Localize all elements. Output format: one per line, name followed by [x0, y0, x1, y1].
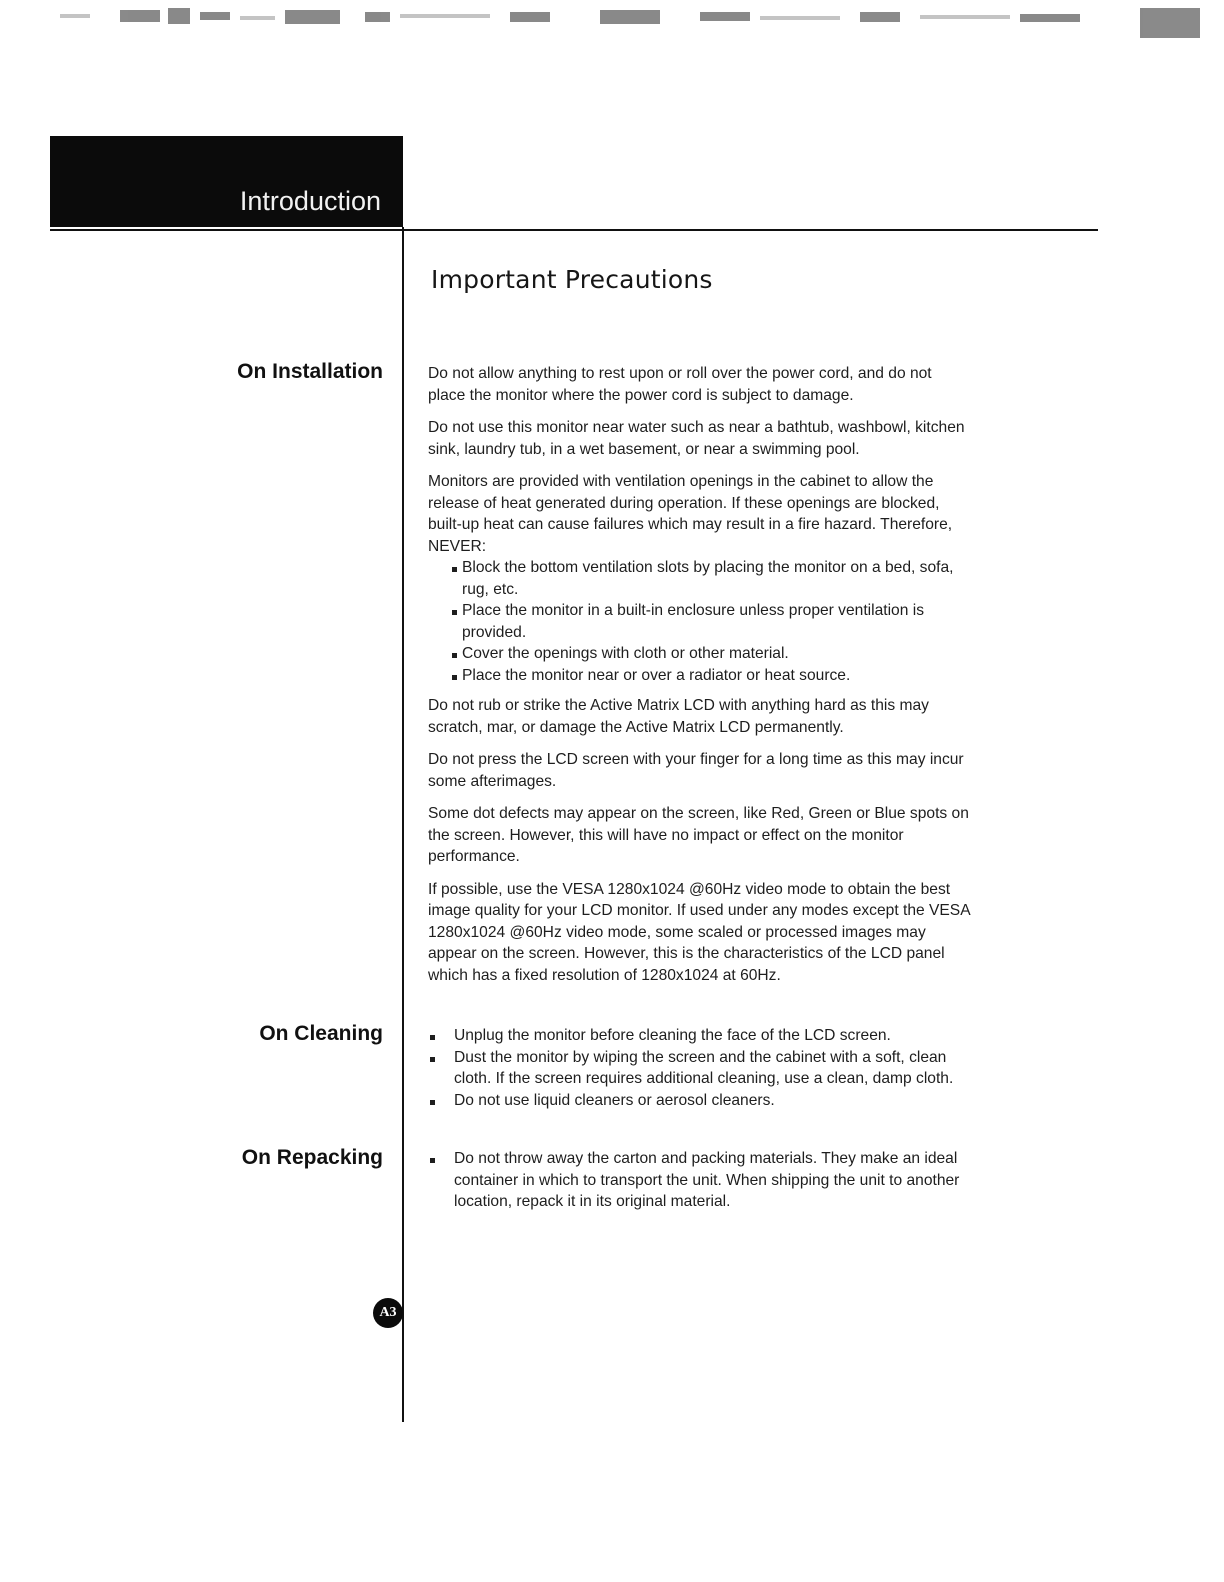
bullet-icon [452, 675, 457, 680]
list-item [428, 1025, 973, 1047]
list-item-text: Dust the monitor by wiping the screen and the cabinet with a soft, clean cloth. If the screen requires additional cleaning, use a clean, damp cloth. [454, 1048, 954, 1087]
heading-on-installation: On Installation [237, 360, 383, 383]
paragraph: Do not use this monitor near water such as near a bathtub, washbowl, kitchen sink, laundry tub, in a wet basement, or near a swimming pool. [428, 419, 965, 458]
list-item [428, 557, 973, 600]
list-item [428, 1047, 973, 1090]
list-item [428, 1148, 973, 1213]
list-item [428, 643, 973, 665]
list-item [428, 665, 973, 687]
page-title: Important Precautions [431, 265, 713, 294]
list-item [428, 600, 973, 643]
list-item-text: Do not throw away the carton and packing materials. They make an ideal container in which to transport the unit. When shipping the unit to another location, repack it in its original material. [454, 1150, 960, 1210]
list-item-text: Unplug the monitor before cleaning the face of the LCD screen. [454, 1027, 891, 1044]
section-header-band [50, 136, 403, 227]
bullet-icon [430, 1035, 435, 1040]
paragraph: Do not allow anything to rest upon or roll over the power cord, and do not place the monitor where the power cord is subject to damage. [428, 365, 932, 404]
installation-content [428, 363, 973, 997]
list-item-text: Do not use liquid cleaners or aerosol cleaners. [454, 1091, 775, 1109]
cleaning-list [428, 1025, 973, 1111]
paragraph: Some dot defects may appear on the screen, like Red, Green or Blue spots on the screen. However, this will have no impact or effect on the monitor performance. [428, 805, 969, 865]
section-title: Introduction [239, 186, 381, 216]
list-item [428, 1090, 973, 1112]
paragraph: If possible, use the VESA 1280x1024 @60Hz video mode to obtain the best image quality for your LCD monitor. If used under any modes except the VESA 1280x1024 @60Hz video mode, some scaled or processed images may appear on the screen. However, this is the characteristics of the LCD panel which has a fixed resolution of 1280x1024 at 60Hz. [428, 880, 970, 984]
scan-noise-strip [0, 0, 1224, 60]
list-item-text: Block the bottom ventilation slots by placing the monitor on a bed, sofa, rug, etc. [462, 559, 954, 598]
paragraph: Do not press the LCD screen with your finger for a long time as this may incur some afterimages. [428, 751, 964, 790]
bullet-icon [430, 1100, 435, 1105]
paragraph: Monitors are provided with ventilation openings in the cabinet to allow the release of heat generated during operation. If these openings are blocked, built-up heat can cause failures which may result in a fire hazard. Therefore, NEVER: [428, 473, 953, 555]
paragraph: Do not rub or strike the Active Matrix LCD with anything hard as this may scratch, mar, or damage the Active Matrix LCD permanently. [428, 697, 929, 736]
list-item-text: Place the monitor in a built-in enclosure unless proper ventilation is provided. [462, 602, 924, 641]
bullet-icon [452, 567, 457, 572]
cleaning-content [428, 1025, 973, 1120]
bullet-icon [452, 653, 457, 658]
list-item-text: Place the monitor near or over a radiator or heat source. [462, 666, 851, 684]
column-divider [402, 227, 404, 1422]
list-item-text: Cover the openings with cloth or other material. [462, 645, 789, 662]
bullet-icon [452, 610, 457, 615]
never-list [428, 557, 973, 686]
bullet-icon [430, 1057, 435, 1062]
page-number-badge: A3 [373, 1298, 403, 1328]
repacking-content [428, 1148, 973, 1222]
heading-on-cleaning: On Cleaning [259, 1022, 383, 1045]
bullet-icon [430, 1158, 435, 1163]
heading-on-repacking: On Repacking [241, 1146, 383, 1169]
header-rule [50, 229, 1098, 231]
repacking-list [428, 1148, 973, 1213]
